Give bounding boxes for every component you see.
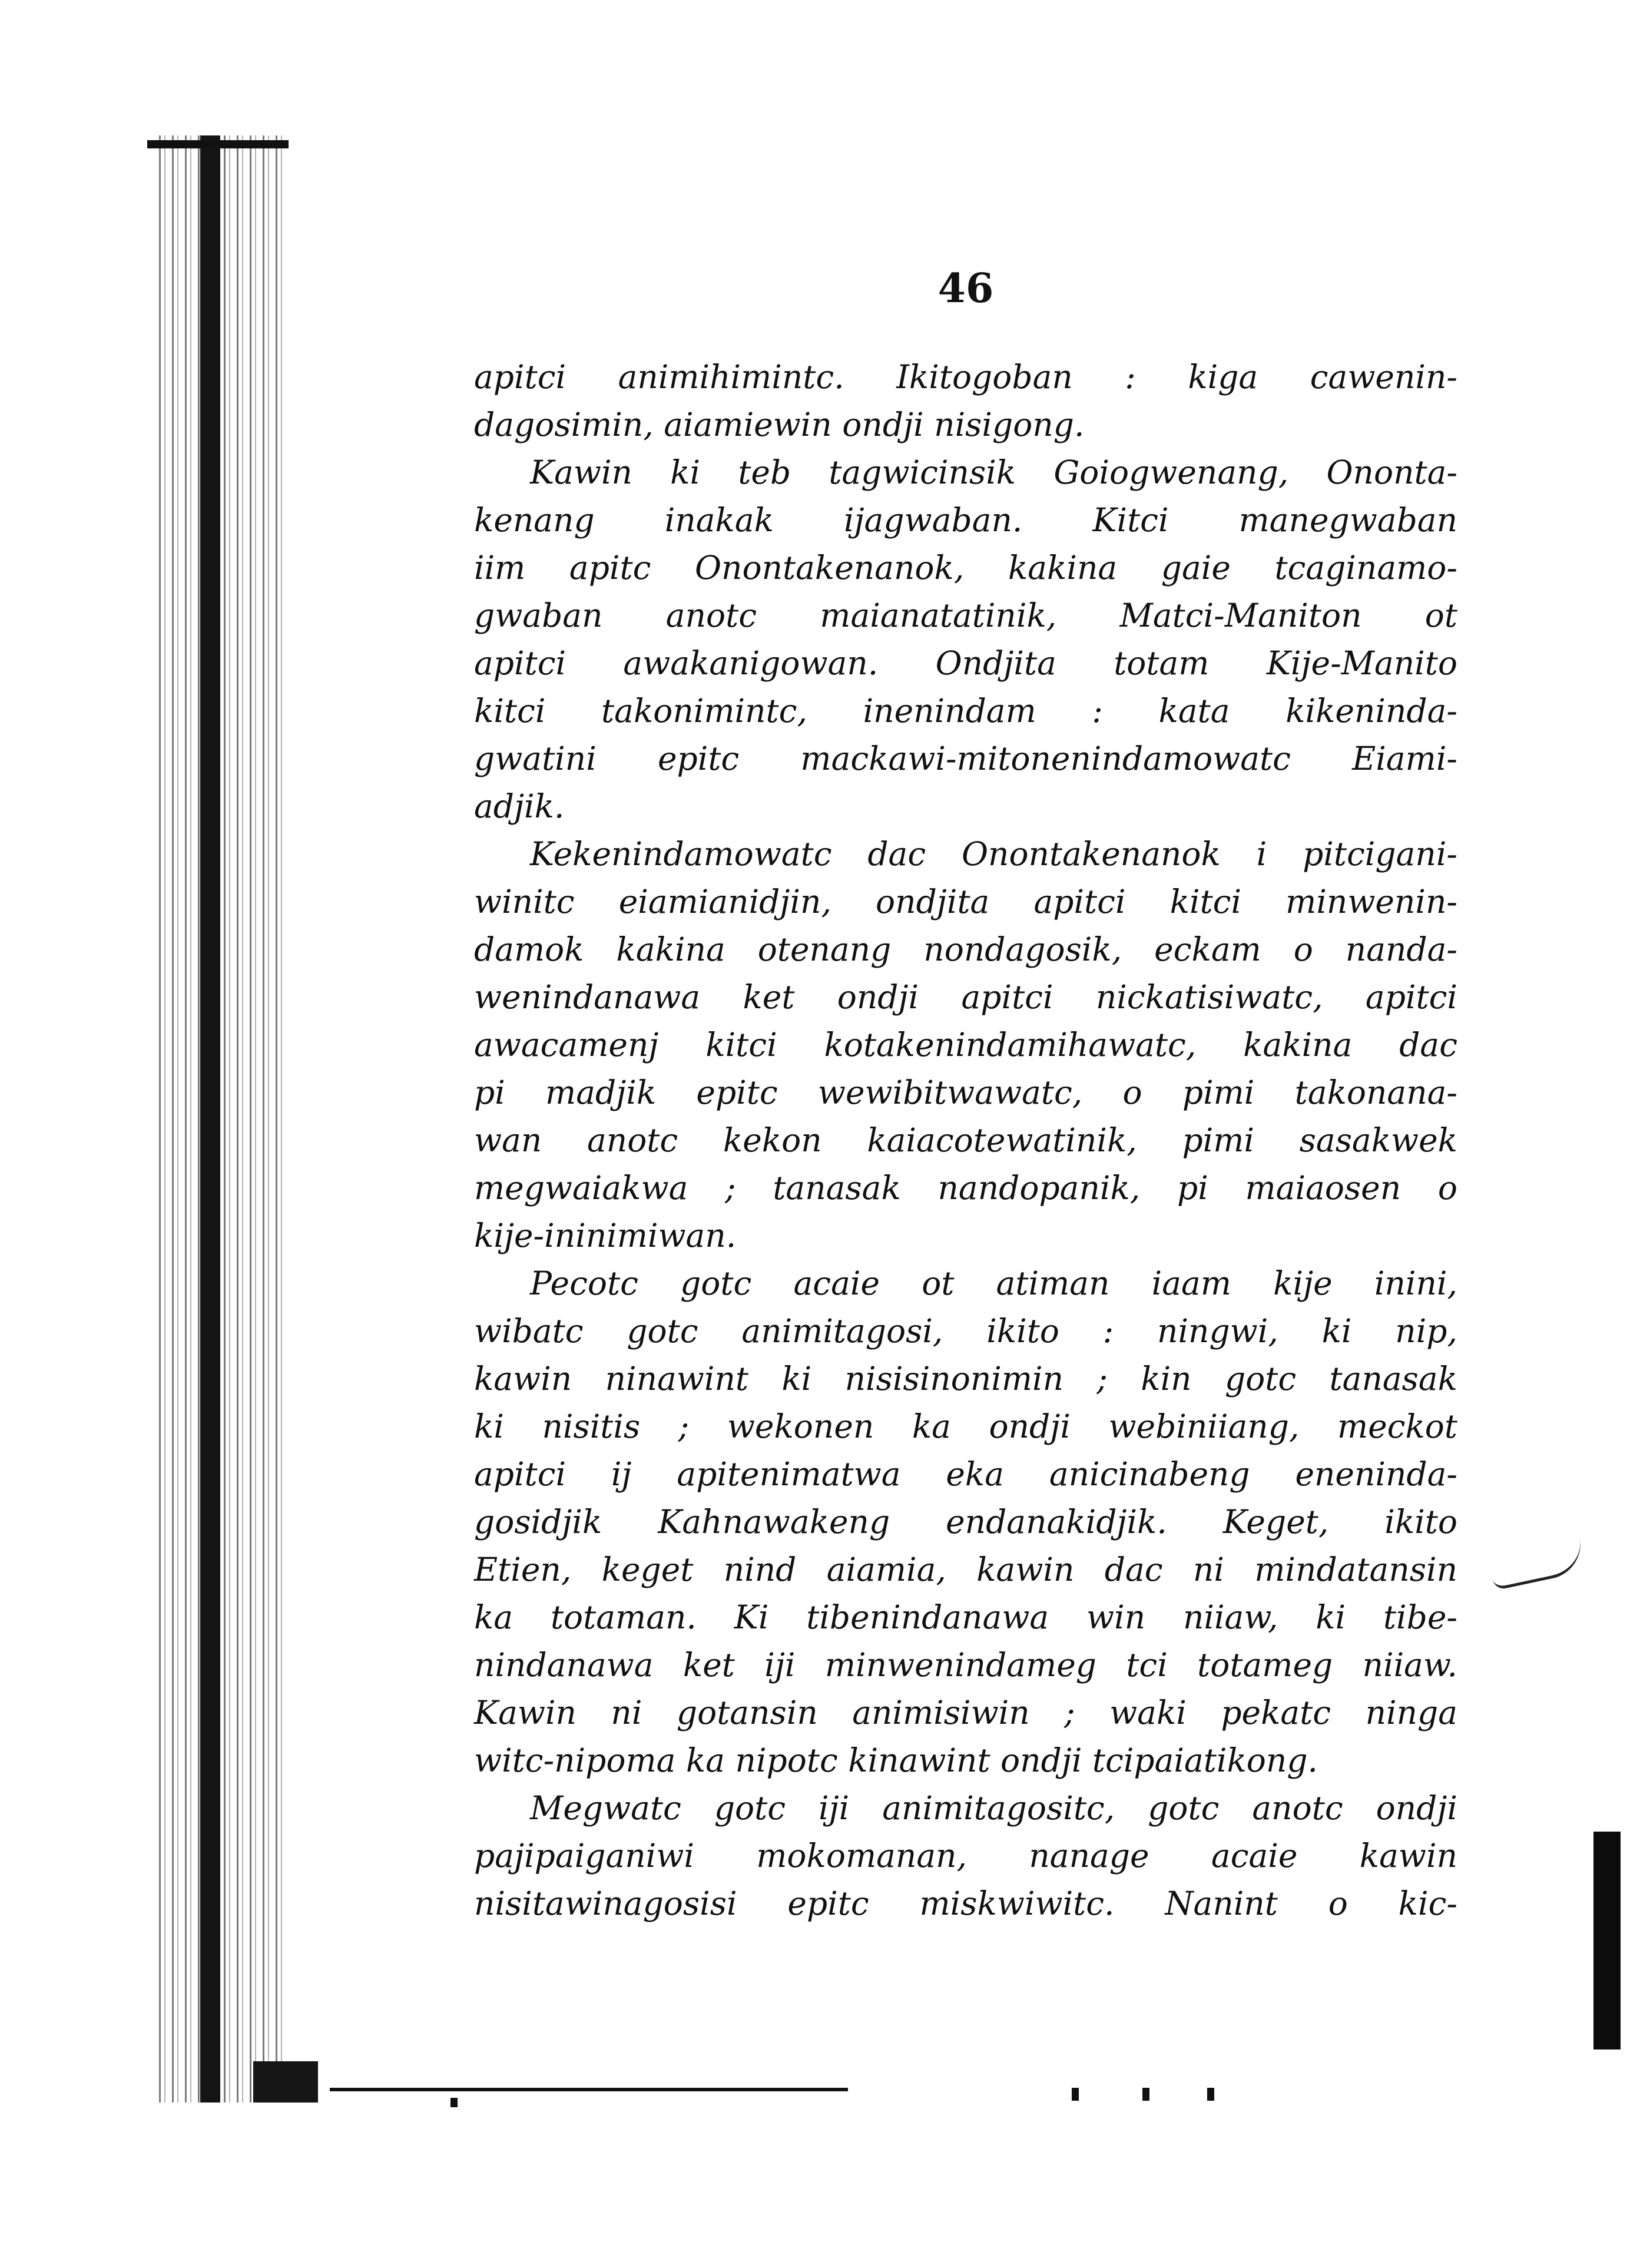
- text-line: wibatc gotc animitagosi, ikito : ningwi, ki nip,: [474, 1312, 1457, 1350]
- text-line: nindanawa ket iji minwenindameg tci totameg niiaw.: [474, 1646, 1457, 1684]
- text-line: Pecotc gotc acaie ot atiman iaam kije inini,: [530, 1264, 1457, 1302]
- scan-speck: [1207, 2088, 1214, 2101]
- text-line: Kekenindamowatc dac Onontakenanok i pitcigani-: [530, 835, 1457, 873]
- scan-speck: [1142, 2088, 1149, 2101]
- binding-top-mark: [147, 140, 289, 148]
- text-line: Kawin ki teb tagwicinsik Goiogwenang, Ononta-: [530, 453, 1457, 491]
- text-line: iim apitc Onontakenanok, kakina gaie tcaginamo-: [474, 549, 1457, 587]
- text-line: adjik.: [474, 787, 565, 825]
- text-line: ki nisitis ; wekonen ka ondji webiniiang, meckot: [474, 1408, 1457, 1445]
- text-line: wan anotc kekon kaiacotewatinik, pimi sasakwek: [474, 1121, 1457, 1159]
- text-line: kawin ninawint ki nisisinonimin ; kin gotc tanasak: [474, 1360, 1457, 1398]
- body-text: [474, 353, 1457, 1928]
- text-line: damok kakina otenang nondagosik, eckam o nanda-: [474, 931, 1457, 968]
- text-line: Kawin ni gotansin animisiwin ; waki pekatc ninga: [474, 1694, 1457, 1731]
- text-line: gwaban anotc maianatatinik, Matci-Maniton ot: [474, 597, 1457, 634]
- scan-speck: [450, 2098, 458, 2107]
- margin-annotation-mark: [1487, 1534, 1587, 1591]
- text-line: dagosimin, aiamiewin ondji nisigong.: [474, 406, 1085, 443]
- text-line: pajipaiganiwi mokomanan, nanage acaie kawin: [474, 1837, 1457, 1875]
- text-line: Etien, keget nind aiamia, kawin dac ni mindatansin: [474, 1551, 1457, 1588]
- text-line: kenang inakak ijagwaban. Kitci manegwaban: [474, 501, 1457, 539]
- binding-shadow: [159, 135, 283, 2103]
- text-line: Megwatc gotc iji animitagositc, gotc anotc ondji: [530, 1789, 1457, 1827]
- bottom-rule: [330, 2088, 848, 2091]
- text-line: gwatini epitc mackawi-mitonenindamowatc Eiami-: [474, 740, 1457, 777]
- text-line: awacamenj kitci kotakenindamihawatc, kakina dac: [474, 1026, 1457, 1064]
- scan-speck: [1072, 2088, 1079, 2101]
- text-line: apitci animihimintc. Ikitogoban : kiga cawenin-: [474, 358, 1457, 396]
- text-line: megwaiakwa ; tanasak nandopanik, pi maiaosen o: [474, 1169, 1457, 1207]
- binding-bottom-mark: [253, 2061, 318, 2103]
- text-line: apitci awakanigowan. Ondjita totam Kije-Manito: [474, 644, 1457, 682]
- page-number: 46: [937, 265, 994, 312]
- text-line: kije-ininimiwan.: [474, 1217, 737, 1254]
- text-line: ka totaman. Ki tibenindanawa win niiaw, ki tibe-: [474, 1598, 1457, 1636]
- text-line: nisitawinagosisi epitc miskwiwitc. Nanint o kic-: [474, 1885, 1457, 1922]
- text-line: pi madjik epitc wewibitwawatc, o pimi takonana-: [474, 1074, 1457, 1111]
- text-line: wenindanawa ket ondji apitci nickatisiwatc, apitci: [474, 978, 1457, 1016]
- text-line: gosidjik Kahnawakeng endanakidjik. Keget, ikito: [474, 1503, 1457, 1541]
- scan-edge-bar: [1593, 1832, 1621, 2050]
- text-line: apitci ij apitenimatwa eka anicinabeng eneninda-: [474, 1455, 1457, 1493]
- text-line: kitci takonimintc, inenindam : kata kikeninda-: [474, 692, 1457, 730]
- text-line: winitc eiamianidjin, ondjita apitci kitci minwenin-: [474, 883, 1457, 921]
- text-line: witc-nipoma ka nipotc kinawint ondji tcipaiatikong.: [474, 1741, 1318, 1779]
- binding-edge: [200, 135, 220, 2103]
